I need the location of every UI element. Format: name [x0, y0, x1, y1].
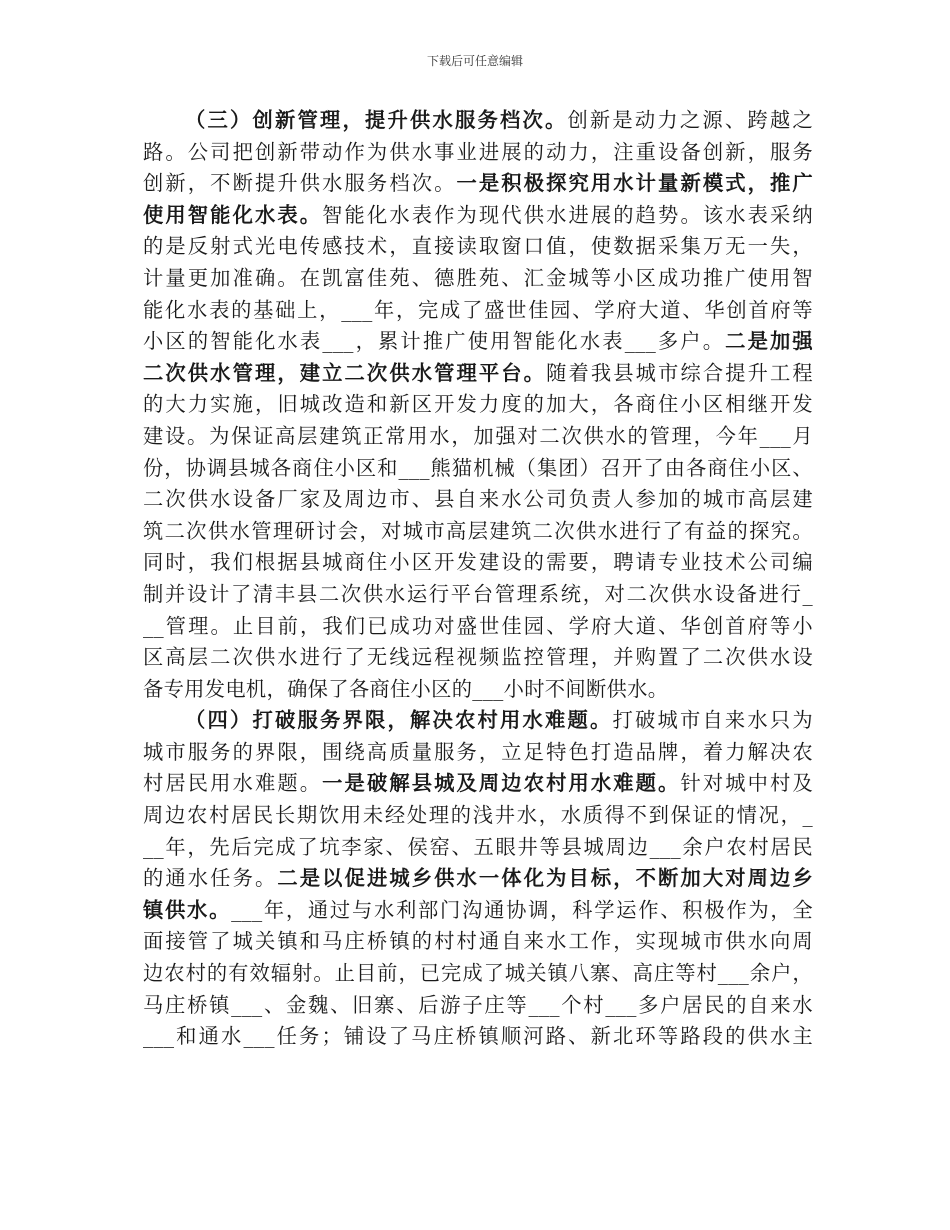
- text-line: [143, 295, 813, 327]
- text-segment: ___年，通过与水利部门沟通协调，科学运作、积极作为，全: [231, 897, 813, 922]
- text-line: [143, 674, 813, 706]
- text-segment: 周边农村居民长期饮用未经处理的浅井水，水质得不到保证的情况，_: [143, 803, 813, 828]
- text-segment: 建设。为保证高层建筑正常用水，加强对二次供水的管理，今年___月: [143, 423, 813, 448]
- bold-text-segment: 二次供水管理，建立二次供水管理平台。: [143, 360, 547, 385]
- bold-text-segment: 使用智能化水表。: [143, 202, 323, 227]
- text-line: [143, 263, 813, 295]
- text-segment: 份，协调县城各商住小区和___熊猫机械（集团）召开了由各商住小区、: [143, 455, 813, 480]
- text-line: [143, 168, 813, 200]
- text-segment: 面接管了城关镇和马庄桥镇的村村通自来水工作，实现城市供水向周: [143, 929, 813, 954]
- bold-text-segment: （四）打破服务界限，解决农村用水难题。: [185, 708, 613, 733]
- text-line: [143, 705, 813, 737]
- text-line: [143, 800, 813, 832]
- text-segment: 创新是动力之源、跨越之: [567, 108, 813, 132]
- text-segment: 路。公司把创新带动作为供水事业进展的动力，注重设备创新，服务: [143, 139, 813, 164]
- text-segment: 打破城市自来水只为: [612, 708, 814, 733]
- text-line: [143, 642, 813, 674]
- text-segment: 随着我县城市综合提升工程: [546, 360, 814, 385]
- text-line: [143, 895, 813, 927]
- text-line: [143, 832, 813, 864]
- text-line: [143, 326, 813, 358]
- text-line: [143, 200, 813, 232]
- text-segment: 创新，不断提升供水服务档次。: [143, 171, 457, 196]
- text-segment: __管理。止目前，我们已成功对盛世佳园、学府大道、华创首府等小: [143, 613, 813, 638]
- text-line: [143, 389, 813, 421]
- text-segment: 小区的智能化水表___，累计推广使用智能化水表___多户。: [143, 329, 726, 354]
- text-segment: 备专用发电机，确保了各商住小区的___小时不间断供水。: [143, 676, 669, 701]
- bold-text-segment: 镇供水。: [143, 897, 232, 922]
- page-header: 下载后可任意编辑: [426, 54, 523, 68]
- text-line: [143, 863, 813, 895]
- text-line: [143, 958, 813, 990]
- text-line: [143, 137, 813, 169]
- bold-text-segment: （三）创新管理，提升供水服务档次。: [185, 108, 568, 132]
- text-segment: 针对城中村及: [680, 771, 813, 796]
- text-line: [143, 484, 813, 516]
- text-segment: 筑二次供水管理研讨会，对城市高层建筑二次供水进行了有益的探究。: [143, 518, 813, 543]
- text-segment: 城市服务的界限，围绕高质量服务，立足特色打造品牌，着力解决农: [143, 739, 813, 764]
- text-line: [143, 231, 813, 263]
- text-line: [143, 579, 813, 611]
- text-segment: 制并设计了清丰县二次供水运行平台管理系统，对二次供水设备进行_: [143, 581, 813, 606]
- text-line: [143, 358, 813, 390]
- text-line: [143, 105, 813, 137]
- text-segment: 村居民用水难题。: [143, 771, 323, 796]
- text-line: [143, 768, 813, 800]
- bold-text-segment: 二是以促进城乡供水一体化为目标，不断加大对周边乡: [277, 866, 814, 891]
- text-segment: 能化水表的基础上，___年，完成了盛世佳园、学府大道、华创首府等: [143, 297, 813, 322]
- text-segment: 的通水任务。: [143, 866, 278, 891]
- text-segment: 智能化水表作为现代供水进展的趋势。该水表采纳: [322, 202, 813, 227]
- text-segment: 计量更加准确。在凯富佳苑、德胜苑、汇金城等小区成功推广使用智: [143, 265, 813, 290]
- text-line: [143, 453, 813, 485]
- text-line: [143, 547, 813, 579]
- text-line: [143, 1021, 813, 1053]
- text-segment: 边农村的有效辐射。止目前，已完成了城关镇八寨、高庄等村___余户，: [143, 961, 813, 986]
- text-line: [143, 421, 813, 453]
- text-segment: 同时，我们根据县城商住小区开发建设的需要，聘请专业技术公司编: [143, 550, 813, 575]
- document-body: [143, 105, 813, 1053]
- text-segment: 马庄桥镇___、金魏、旧寨、后游子庄等___个村___多户居民的自来水: [143, 992, 813, 1017]
- text-segment: ___和通水___任务；铺设了马庄桥镇顺河路、新北环等路段的供水主: [143, 1024, 813, 1049]
- text-line: [143, 926, 813, 958]
- bold-text-segment: 一是积极探究用水计量新模式，推广: [456, 171, 813, 196]
- text-segment: 二次供水设备厂家及周边市、县自来水公司负责人参加的城市高层建: [143, 487, 813, 512]
- bold-text-segment: 二是加强: [725, 329, 814, 354]
- text-segment: __年，先后完成了坑李家、侯窑、五眼井等县城周边___余户农村居民: [143, 834, 813, 859]
- text-line: [143, 516, 813, 548]
- text-line: [143, 990, 813, 1022]
- text-segment: 区高层二次供水进行了无线远程视频监控管理，并购置了二次供水设: [143, 645, 813, 670]
- text-segment: 的大力实施，旧城改造和新区开发力度的加大，各商住小区相继开发: [143, 392, 813, 417]
- text-line: [143, 611, 813, 643]
- text-segment: 的是反射式光电传感技术，直接读取窗口值，使数据采集万无一失，: [143, 234, 813, 259]
- text-line: [143, 737, 813, 769]
- bold-text-segment: 一是破解县城及周边农村用水难题。: [322, 771, 681, 796]
